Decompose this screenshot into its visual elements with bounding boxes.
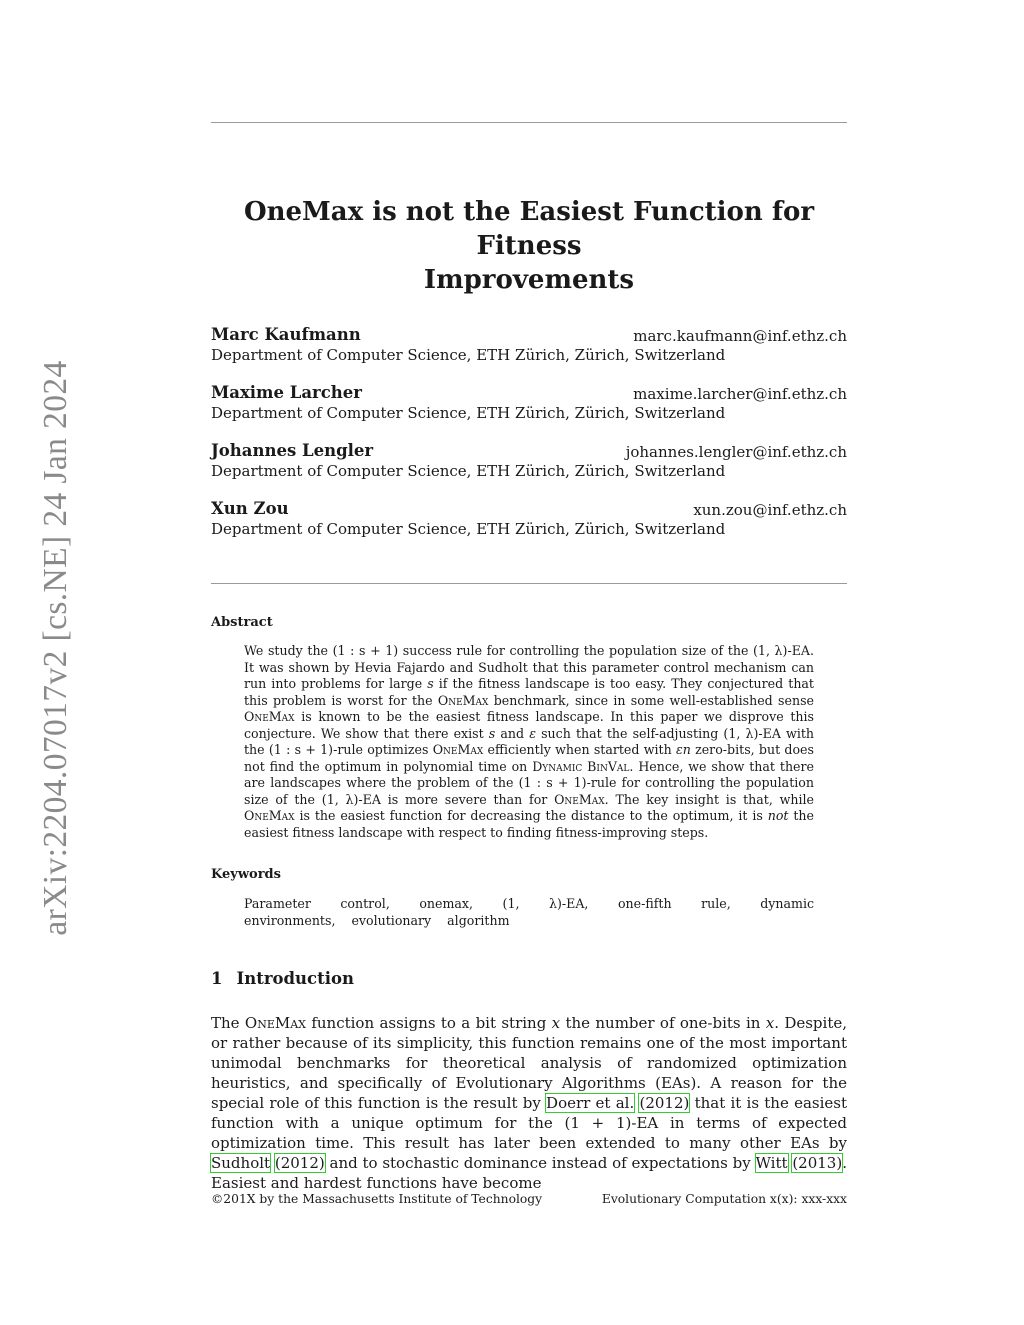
- function-name: OneMax: [244, 709, 295, 724]
- function-name: OneMax: [554, 791, 605, 807]
- author-affiliation: Department of Computer Science, ETH Zürich, Zürich, Switzerland: [211, 462, 726, 480]
- citation-link-sudholt[interactable]: Sudholt: [211, 1154, 271, 1172]
- citation-year-link[interactable]: (2012): [639, 1094, 690, 1112]
- paper-title: [211, 195, 847, 297]
- keywords-heading: Keywords: [211, 867, 281, 882]
- function-name: OneMax: [432, 742, 484, 757]
- author-email[interactable]: maxime.larcher@inf.ethz.ch: [633, 385, 847, 403]
- math-expression: ε: [529, 725, 536, 741]
- abstract-heading: Abstract: [211, 615, 273, 630]
- math-expression: (1 : s + 1): [332, 643, 399, 658]
- math-expression: (1, λ): [502, 896, 562, 911]
- section-title: Introduction: [236, 969, 354, 988]
- author-email[interactable]: johannes.lengler@inf.ethz.ch: [625, 443, 847, 461]
- author-name: Marc Kaufmann: [211, 325, 361, 344]
- math-expression: (1 + 1): [564, 1114, 632, 1132]
- function-name: Dynamic BinVal: [532, 758, 630, 774]
- emphasis: not: [767, 808, 789, 823]
- abstract-body: We study the (1 : s + 1) success rule for controlling the population size of the (1, λ)-EA. It was shown by Hevia Fajardo and Sudholt that this parameter control mechanism can run into problems for large s if the fitness landscape is too easy. They conjectured that this problem is worst for the OneMax benchmark, since in some well-established sense OneMax is known to be the easiest fitness landscape. In this paper we disprove this conjecture. We show that there exist s and ε such that the self-adjusting (1, λ)-EA with the (1 : s + 1)-rule optimizes OneMax efficiently when started with εn zero-bits, but does not find the optimum in polynomial time on Dynamic BinVal. Hence, we show that there are landscapes where the problem of the (1 : s + 1)-rule for controlling the population size of the (1, λ)-EA is more severe than for OneMax. The key insight is that, while OneMax is the easiest function for decreasing the distance to the optimum, it is not the easiest fitness landscape with respect to finding fitness-improving steps.: [244, 643, 815, 840]
- section-number: 1: [211, 969, 223, 988]
- paper-title-line-2: Improvements: [423, 265, 635, 295]
- function-name: OneMax: [244, 808, 295, 823]
- math-expression: (1 : s + 1): [518, 775, 587, 790]
- header-bottom-rule: [211, 583, 847, 584]
- math-expression: x: [765, 1014, 775, 1032]
- math-expression: s: [427, 676, 434, 691]
- citation-link-witt[interactable]: Witt: [755, 1154, 788, 1172]
- author-affiliation: Department of Computer Science, ETH Zürich, Zürich, Switzerland: [211, 346, 726, 364]
- keywords-body: Parameter control, onemax, (1, λ)-EA, one-fifth rule, dynamic environments, evolutionary algorithm: [244, 896, 815, 928]
- paper-title-line-1: OneMax is not the Easiest Function for Fitness: [243, 197, 815, 261]
- top-rule: [211, 122, 847, 123]
- arxiv-identifier-stamp: arXiv:2204.07017v2 [cs.NE] 24 Jan 2024: [37, 360, 74, 936]
- citation-year-link[interactable]: (2013): [792, 1154, 843, 1172]
- author-email[interactable]: marc.kaufmann@inf.ethz.ch: [633, 327, 847, 345]
- function-name: OneMax: [437, 692, 489, 708]
- math-expression: x: [551, 1014, 561, 1032]
- journal-footer: Evolutionary Computation x(x): xxx-xxx: [601, 1192, 847, 1206]
- math-expression: (1, λ): [723, 725, 759, 741]
- author-affiliation: Department of Computer Science, ETH Zürich, Zürich, Switzerland: [211, 404, 726, 422]
- math-expression: (1, λ): [753, 643, 788, 658]
- math-expression: s: [488, 725, 496, 741]
- copyright-footer: ©201X by the Massachusetts Institute of Technology: [211, 1192, 543, 1206]
- math-expression: (1, λ): [321, 791, 359, 807]
- author-affiliation: Department of Computer Science, ETH Zürich, Zürich, Switzerland: [211, 520, 726, 538]
- introduction-paragraph: The OneMax function assigns to a bit string x the number of one-bits in x. Despite, or rather because of its simplicity, this function remains one of the most important unimodal benchmarks for theoretical analysis of randomized optimization heuristics, and specifically of Evolutionary Algorithms (EAs). A reason for the special role of this function is the result by Doerr et al. (2012) that it is the easiest function with a unique optimum for the (1 + 1)-EA in terms of expected optimization time. This result has later been extended to many other EAs by Sudholt (2012) and to stochastic dominance instead of expectations by Witt (2013). Easiest and hardest functions have become: [211, 1014, 848, 1192]
- author-name: Johannes Lengler: [211, 441, 374, 460]
- author-name: Xun Zou: [211, 499, 289, 518]
- function-name: OneMax: [244, 1014, 306, 1032]
- citation-year-link[interactable]: (2012): [274, 1154, 325, 1172]
- math-expression: (1 : s + 1): [268, 742, 334, 757]
- math-expression: εn: [675, 742, 691, 757]
- section-heading-introduction: [211, 969, 354, 988]
- author-email[interactable]: xun.zou@inf.ethz.ch: [693, 501, 847, 519]
- author-name: Maxime Larcher: [211, 383, 362, 402]
- citation-link-doerr[interactable]: Doerr et al.: [546, 1094, 635, 1112]
